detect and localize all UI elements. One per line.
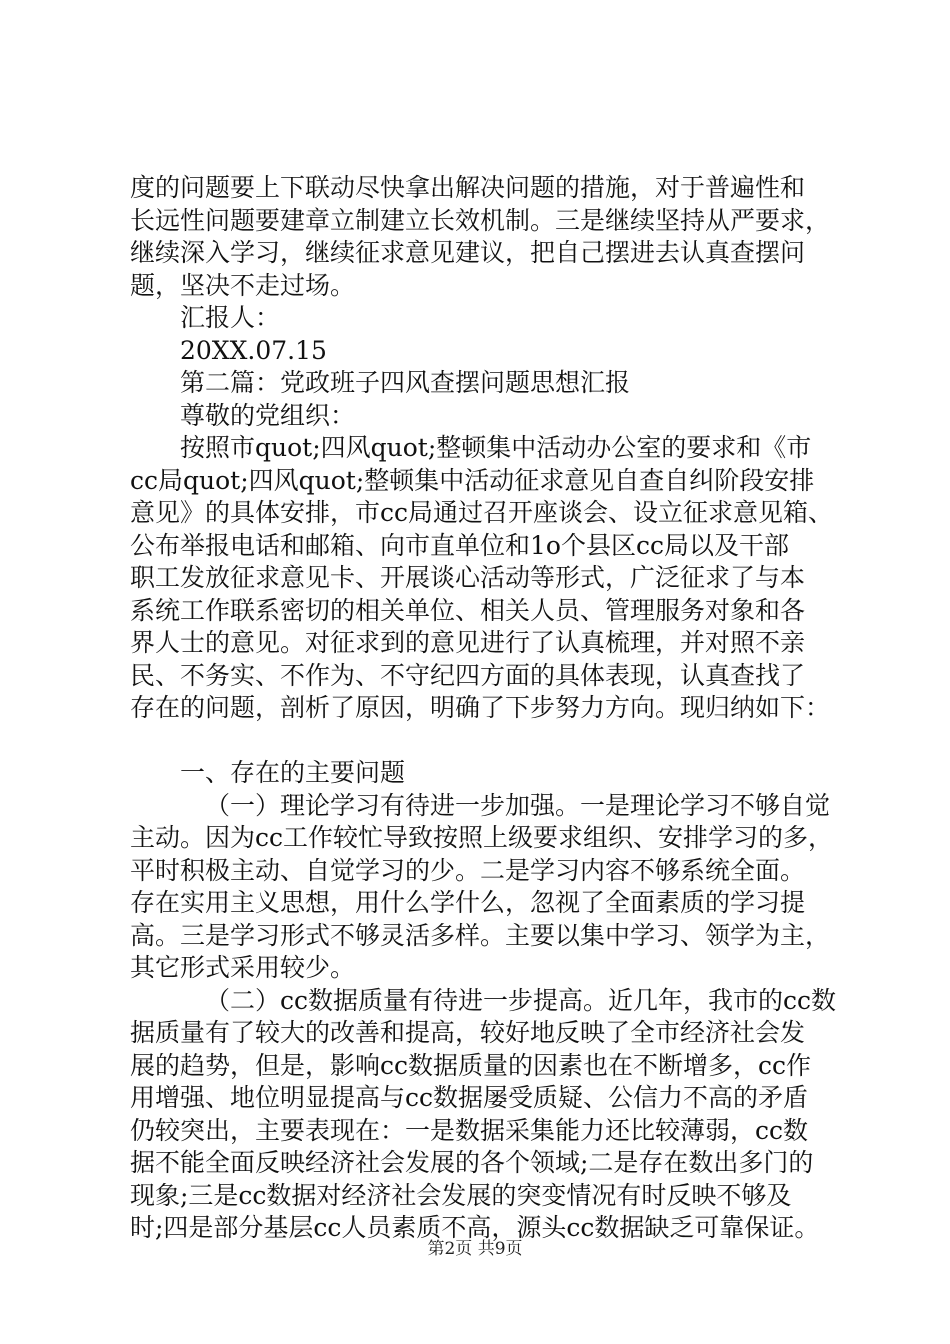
text-line: cc局quot;四风quot;整顿集中活动征求意见自查自纠阶段安排	[130, 465, 815, 495]
text-line: 展的趋势，但是，影响cc数据质量的因素也在不断增多，cc作	[130, 1050, 812, 1080]
text-line: 平时积极主动、自觉学习的少。二是学习内容不够系统全面。	[130, 855, 806, 885]
subheading-theory-study: （一）理论学习有待进一步加强。一是理论学习不够自觉	[205, 790, 831, 820]
page-indicator: 第2页 共9页	[427, 1239, 523, 1259]
text-line: 用增强、地位明显提高与cc数据屡受质疑、公信力不高的矛盾	[130, 1083, 809, 1112]
text-line: 高。三是学习形式不够灵活多样。主要以集中学习、领学为主，	[130, 920, 831, 950]
text-line: 继续深入学习，继续征求意见建议，把自己摆进去认真查摆问	[130, 238, 806, 267]
text-line: 系统工作联系密切的相关单位、相关人员、管理服务对象和各	[130, 595, 806, 625]
text-line: 存在实用主义思想，用什么学什么，忽视了全面素质的学习提	[130, 888, 806, 917]
text-line: 职工发放征求意见卡、开展谈心活动等形式，广泛征求了与本	[130, 563, 806, 592]
reporter-label: 汇报人：	[180, 303, 281, 332]
text-line: 据不能全面反映经济社会发展的各个领域;二是存在数出多门的	[130, 1148, 814, 1177]
text-line: 界人士的意见。对征求到的意见进行了认真梳理，并对照不亲	[130, 628, 806, 657]
section-title: 第二篇：党政班子四风查摆问题思想汇报	[180, 368, 631, 397]
text-line: 题，坚决不走过场。	[130, 270, 356, 300]
text-line: 存在的问题，剖析了原因，明确了下步努力方向。现归纳如下：	[130, 693, 831, 722]
salutation: 尊敬的党组织：	[180, 400, 356, 430]
text-line: 主动。因为cc工作较忙导致按照上级要求组织、安排学习的多，	[130, 823, 834, 852]
text-line: 按照市quot;四风quot;整顿集中活动办公室的要求和《市	[180, 433, 812, 462]
report-date: 20XX.07.15	[180, 335, 327, 365]
text-line: 其它形式采用较少。	[130, 953, 356, 982]
text-line: 公布举报电话和邮箱、向市直单位和1o个县区cc局以及干部	[130, 530, 789, 560]
text-line: 意见》的具体安排，市cc局通过召开座谈会、设立征求意见箱、	[130, 498, 834, 527]
text-line: 时;四是部分基层cc人员素质不高，源头cc数据缺乏可靠保证。	[130, 1213, 820, 1242]
heading-main-problems: 一、存在的主要问题	[180, 758, 406, 787]
document-body	[130, 172, 860, 1245]
text-line: 据质量有了较大的改善和提高，较好地反映了全市经济社会发	[130, 1018, 806, 1047]
text-line: 度的问题要上下联动尽快拿出解决问题的措施，对于普遍性和	[130, 173, 806, 202]
text-line: 长远性问题要建章立制建立长效机制。三是继续坚持从严要求，	[130, 205, 831, 235]
text-line: 民、不务实、不作为、不守纪四方面的具体表现，认真查找了	[130, 660, 806, 690]
paragraph-gap	[130, 725, 860, 758]
text-line: 仍较突出，主要表现在：一是数据采集能力还比较薄弱，cc数	[130, 1115, 809, 1145]
text-line: 现象;三是cc数据对经济社会发展的突变情况有时反映不够及	[130, 1180, 792, 1210]
subheading-data-quality: （二）cc数据质量有待进一步提高。近几年，我市的cc数	[205, 985, 837, 1015]
